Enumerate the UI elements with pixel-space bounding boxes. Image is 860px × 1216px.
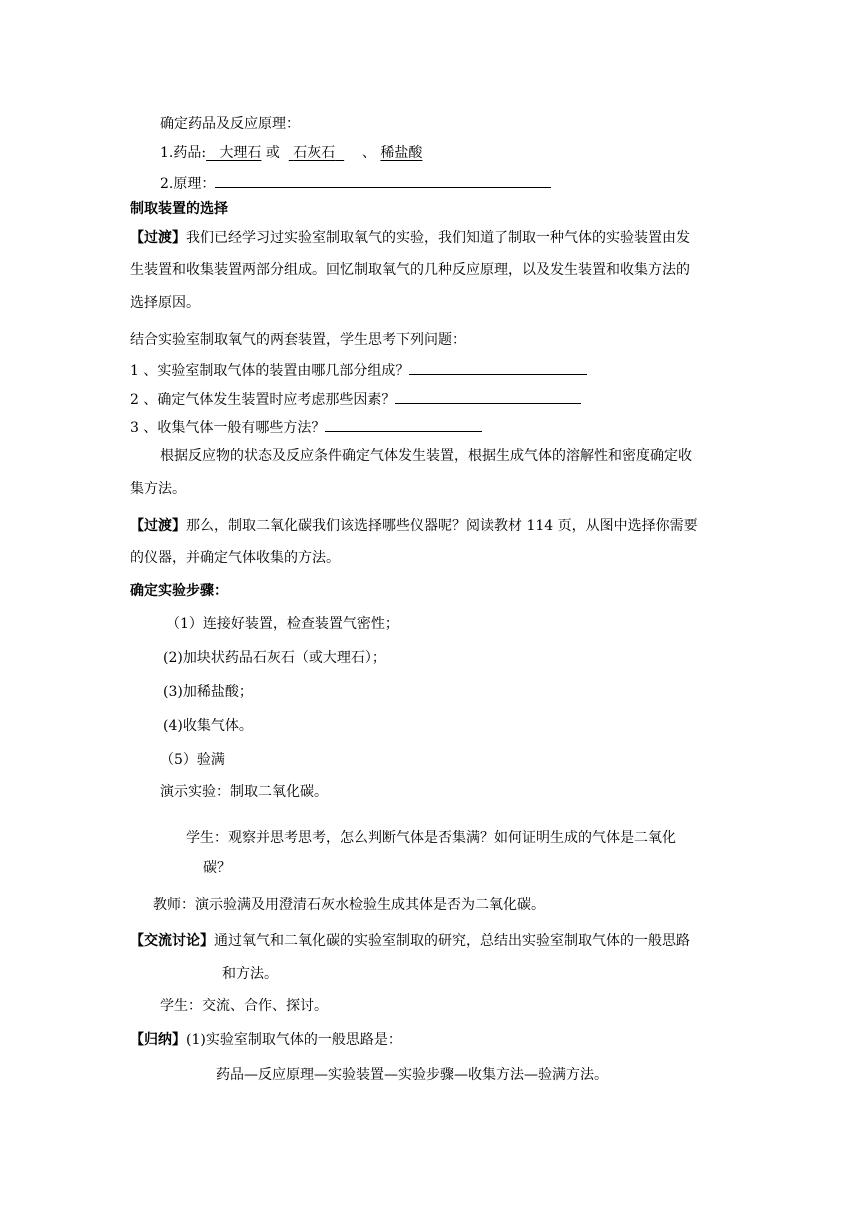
conclusion-line1: 根据反应物的状态及反应条件确定气体发生装置，根据生成气体的溶解性和密度确定收: [160, 448, 692, 464]
drug-sep: 、: [361, 145, 376, 161]
step-1: （1）连接好装置，检查装置气密性；: [166, 616, 399, 632]
discussion-line1: 【交流讨论】通过氧气和二氧化碳的实验室制取的研究，总结出实验室制取气体的一般思路: [130, 933, 690, 949]
discussion-tag: 【交流讨论】: [130, 933, 214, 949]
transition2-line2: 的仪器，并确定气体收集的方法。: [130, 550, 340, 566]
principle-label: 2.原理：: [160, 176, 216, 192]
step-5: （5）验满: [160, 752, 225, 768]
question-3: 3 、收集气体一般有哪些方法？: [130, 416, 482, 438]
discussion-line2: 和方法。: [222, 966, 278, 982]
question-2: 2 、确定气体发生装置时应考虑那些因素？: [130, 388, 581, 410]
think-intro: 结合实验室制取氧气的两套装置，学生思考下列问题：: [130, 332, 466, 348]
question-1-blank: [409, 359, 587, 375]
drug-item-marble: 大理石: [219, 145, 262, 161]
student1-line2: 碳？: [203, 860, 231, 876]
student2-line: 学生：交流、合作、探讨。: [160, 998, 328, 1014]
question-2-blank: [395, 388, 581, 404]
question-3-blank: [325, 416, 482, 432]
step-2: (2)加块状药品石灰石（或大理石）；: [163, 650, 386, 666]
principle-blank: [215, 172, 551, 188]
transition1-tag-open: 【: [130, 230, 144, 246]
teacher-line: 教师：演示验满及用澄清石灰水检验生成其体是否为二氧化碳。: [153, 897, 545, 913]
drug-line: [160, 143, 422, 163]
question-1: 1 、实验室制取气体的装置由哪几部分组成？: [130, 359, 587, 381]
principle-line: [160, 172, 551, 194]
section-steps: 确定实验步骤：: [130, 583, 228, 599]
conclusion-line2: 集方法。: [130, 481, 186, 497]
step-4: (4)收集气体。: [163, 718, 253, 734]
summary-tag: 【归纳】: [130, 1032, 186, 1048]
section-apparatus: 制取装置的选择: [130, 201, 228, 217]
transition1-tag: 过渡: [144, 230, 172, 246]
demo-line: 演示实验：制取二氧化碳。: [160, 784, 328, 800]
student1-line1: 学生：观察并思考思考，怎么判断气体是否集满？如何证明生成的气体是二氧化: [186, 830, 676, 846]
drug-item-hcl: 稀盐酸: [380, 145, 423, 161]
transition1-line2: 生装置和收集装置两部分组成。回忆制取氧气的几种反应原理，以及发生装置和收集方法的: [130, 262, 690, 278]
step-3: (3)加稀盐酸；: [163, 684, 253, 700]
drug-header: 确定药品及反应原理：: [160, 116, 300, 132]
transition1-line1: [130, 228, 690, 248]
transition2-tag: 【过渡】: [130, 518, 186, 534]
summary-line2: 药品—反应原理—实验装置—实验步骤—收集方法—验满方法。: [216, 1067, 608, 1083]
drug-or: 或: [265, 145, 280, 161]
transition1-tag-close: 】: [172, 230, 186, 246]
transition1-text1: 我们已经学习过实验室制取氧气的实验，我们知道了制取一种气体的实验装置由发: [186, 230, 690, 246]
transition2-line1: 【过渡】那么，制取二氧化碳我们该选择哪些仪器呢？阅读教材 114 页，从图中选择你需要: [130, 518, 698, 534]
summary-line1: 【归纳】(1)实验室制取气体的一般思路是：: [130, 1032, 402, 1048]
drug-item-limestone: 石灰石: [293, 145, 336, 161]
transition1-line3: 选择原因。: [130, 295, 200, 311]
drug-prefix: 1.药品:: [160, 145, 207, 161]
